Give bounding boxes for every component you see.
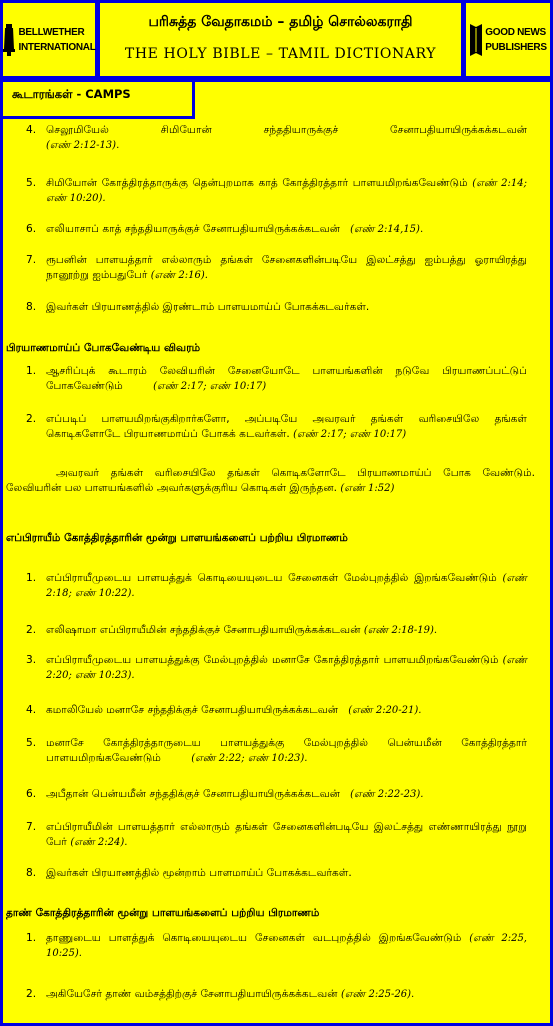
- list-item: [0, 653, 527, 683]
- scripture-reference: (எண் 2:20; எண் 10:23).: [46, 655, 527, 681]
- list-item: [0, 253, 527, 283]
- list-item-text: எப்பிராயீமின் பாளயத்தார் எல்லாரும் தங்கள் சேனைகளின்படியே இலட்சத்து எண்ணாயிரத்து நூறு பேர்: [46, 821, 527, 848]
- scripture-reference: (எண் 2:22; எண் 10:23).: [191, 753, 308, 764]
- list-item: [0, 123, 527, 153]
- scripture-reference: (எண் 2:14; எண் 10:20).: [46, 178, 527, 204]
- title-tamil: பரிசுத்த வேதாகமம் – தமிழ் சொல்லகராதி: [148, 14, 413, 30]
- list-item-text: அகியேசேர் தாண் வம்சத்திற்குச் சேனாபதியாயிருக்கக்கடவன்: [46, 988, 338, 1000]
- list-item: [0, 987, 527, 1002]
- scripture-reference: (எண் 2:25, 10:25).: [46, 933, 527, 959]
- section-heading: எப்பிராயீம் கோத்திரத்தாரின் மூன்று பாளயங்களைப் பற்றிய பிரமாணம்: [6, 532, 348, 544]
- list-item-number: 1.: [26, 932, 37, 944]
- list-item: [0, 176, 527, 206]
- list-item-text: கமாலியேல் மனாசே சந்ததிக்குச் சேனாபதியாயிருக்கக்கடவன்: [46, 704, 339, 716]
- list-item: [0, 571, 527, 601]
- list-item-number: 2.: [26, 988, 37, 1000]
- title-english: THE HOLY BIBLE – TAMIL DICTIONARY: [124, 46, 437, 62]
- scripture-reference: (எண் 2:24).: [70, 837, 128, 848]
- list-item-number: 3.: [26, 654, 37, 666]
- scripture-reference: (எண் 2:12-13).: [46, 140, 120, 151]
- list-item: [0, 820, 527, 850]
- list-item: [0, 931, 527, 961]
- list-item: [0, 623, 527, 638]
- scripture-reference: (எண் 1:52): [340, 483, 395, 494]
- bellwether-logo: [2, 23, 95, 57]
- scripture-reference: (எண் 2:18; எண் 10:22).: [46, 573, 527, 599]
- list-item-number: 7.: [26, 254, 37, 266]
- list-item: [0, 300, 527, 315]
- list-item-body: [46, 931, 527, 961]
- section-tab: [0, 79, 195, 119]
- list-item-body: [46, 300, 527, 315]
- left-logo-line2: INTERNATIONAL: [18, 41, 96, 53]
- section-heading: பிரயாணமாய்ப் போகவேண்டிய விவரம்: [6, 342, 201, 354]
- list-item: [0, 222, 527, 237]
- left-logo-box: [0, 0, 98, 79]
- list-item-body: [46, 820, 527, 850]
- list-item-text: எப்பிராயீமுடைய பாளயத்துக் கொடியையுடைய சேனைகள் மேல்புறத்தில் இறங்கவேண்டும்: [46, 572, 497, 584]
- scripture-reference: (எண் 2:14,15).: [350, 224, 424, 235]
- list-item: [0, 787, 527, 802]
- list-item-text: இவர்கள் பிரயாணத்தில் இரண்டாம் பாளயமாய்ப் போகக்கடவர்கள்.: [46, 301, 370, 313]
- scripture-reference: (எண் 2:22-23).: [350, 789, 424, 800]
- paragraph-text: அவரவர் தங்கள் வரிசையிலே தங்கள் கொடிகளோடே பிரயாணமாய்ப் போக வேண்டும். லேவியரின் பல பாளயங்களில் அவர்களுக்குரிய கொடிகள் இருந்தன.: [6, 467, 535, 494]
- list-item-text: தாணுடைய பாளத்துக் கொடியையுடைய சேனைகள் வடபுறத்தில் இறங்கவேண்டும்: [46, 932, 462, 944]
- list-item-number: 1.: [26, 572, 37, 584]
- scripture-reference: (எண் 2:16).: [150, 270, 208, 281]
- list-item-number: 7.: [26, 821, 37, 833]
- scripture-reference: (எண் 2:18-19).: [363, 625, 438, 636]
- list-item-text: ரூபனின் பாளயத்தார் எல்லாரும் தங்கள் சேனைகளின்படியே இலட்சத்து ஐம்பத்து ஓராயிரத்து நானூற்று ஐம்பதுபேர்: [46, 254, 527, 281]
- list-item-number: 4.: [26, 124, 37, 136]
- title-box: [97, 0, 464, 79]
- list-item-body: [46, 571, 527, 601]
- list-item-number: 2.: [26, 624, 37, 636]
- list-item-text: எப்படிப் பாளயமிறங்குகிறார்களோ, அப்படியே அவரவர் தங்கள் வரிசையிலே தங்கள் கொடிகளோடே பிரயாணமாய்ப் போகக் கடவர்கள்.: [46, 413, 527, 440]
- left-logo-line1: BELLWETHER: [18, 26, 85, 38]
- list-item-text: இவர்கள் பிரயாணத்தில் மூன்றாம் பாளமாய்ப் போகக்கடவர்கள்.: [46, 867, 352, 879]
- list-item-text: எலியாசாப் காத் சந்ததியாருக்குச் சேனாபதியாயிருக்கக்கடவன்: [46, 223, 340, 235]
- section-heading: தாண் கோத்திரத்தாரின் மூன்று பாளயங்களைப் பற்றிய பிரமாணம்: [6, 907, 320, 919]
- list-item-body: [46, 987, 527, 1002]
- list-item: [0, 364, 527, 394]
- scripture-reference: (எண் 2:20-21).: [348, 705, 422, 716]
- list-item-body: [46, 123, 527, 138]
- scripture-reference: (எண் 2:25-26).: [340, 989, 415, 1000]
- list-item-number: 8.: [26, 867, 37, 879]
- list-item: [0, 736, 527, 766]
- scripture-reference: (எண் 2:17; எண் 10:17): [153, 381, 267, 392]
- list-item-body: [46, 623, 527, 638]
- right-logo-line1: GOOD NEWS: [485, 26, 546, 38]
- list-item-text: எலிஷாமா எப்பிராயீமின் சந்ததிக்குச் சேனாபதியாயிருக்கக்கடவன்: [46, 624, 361, 636]
- section-tab-label: கூடாரங்கள் - CAMPS: [12, 87, 131, 101]
- right-logo-box: [463, 0, 553, 79]
- list-item-number: 2.: [26, 413, 37, 425]
- list-item-number: 1.: [26, 365, 37, 377]
- list-item-number: 6.: [26, 788, 37, 800]
- list-item: [0, 412, 527, 442]
- list-item-text: மனாசே கோத்திரத்தாருடைய பாளயத்துக்கு மேல்புறத்தில் பென்யமீன் கோத்திரத்தார் பாளயமிறங்கவேண்டும்: [46, 737, 527, 764]
- list-item-number: 8.: [26, 301, 37, 313]
- list-item-body: [46, 736, 527, 766]
- list-item-text: ஆசரிப்புக் கூடாரம் லேவியரின் சேனையோடே பாளயங்களின் நடுவே பிரயாணப்பட்டுப் போகவேண்டும்: [46, 365, 527, 392]
- body-paragraph: [6, 466, 535, 496]
- list-item-body: [46, 176, 527, 206]
- list-item: [0, 866, 527, 881]
- scripture-reference: (எண் 2:17; எண் 10:17): [293, 429, 407, 440]
- list-item-number: 4.: [26, 704, 37, 716]
- list-item: [0, 703, 527, 718]
- list-item-body: [46, 364, 527, 394]
- list-item-body: [46, 787, 527, 802]
- list-item-body: [46, 412, 527, 442]
- list-item-body: [46, 653, 527, 683]
- good-news-logo: [469, 22, 546, 58]
- list-item-number: 5.: [26, 177, 37, 189]
- list-item-body: [46, 703, 527, 718]
- list-item-number: 5.: [26, 737, 37, 749]
- list-item-number: 6.: [26, 223, 37, 235]
- list-item-text: அபீதான் பென்யமீன் சந்ததிக்குச் சேனாபதியாயிருக்கக்கடவன்: [46, 788, 341, 800]
- list-item-text: எப்பிராயீமுடைய பாளயத்துக்கு மேல்புறத்தில் மனாசே கோத்திரத்தார் பாளயமிறங்கவேண்டும்: [46, 654, 499, 666]
- bellwether-bell-icon: [2, 23, 16, 57]
- list-item-text: செலூமியேல் சிமியோன் சந்ததியாருக்குச் சேனாபதியாயிருக்கக்கடவன்: [46, 124, 527, 136]
- list-item-text: சிமியோன் கோத்திரத்தாருக்கு தென்புறமாக காத் கோத்திரத்தார் பாளயமிறங்கவேண்டும்: [46, 177, 468, 189]
- book-icon: [469, 22, 483, 58]
- list-item-body: [46, 253, 527, 283]
- list-item-body: [46, 866, 527, 881]
- right-logo-line2: PUBLISHERS: [485, 41, 547, 53]
- list-item-body: [46, 222, 527, 237]
